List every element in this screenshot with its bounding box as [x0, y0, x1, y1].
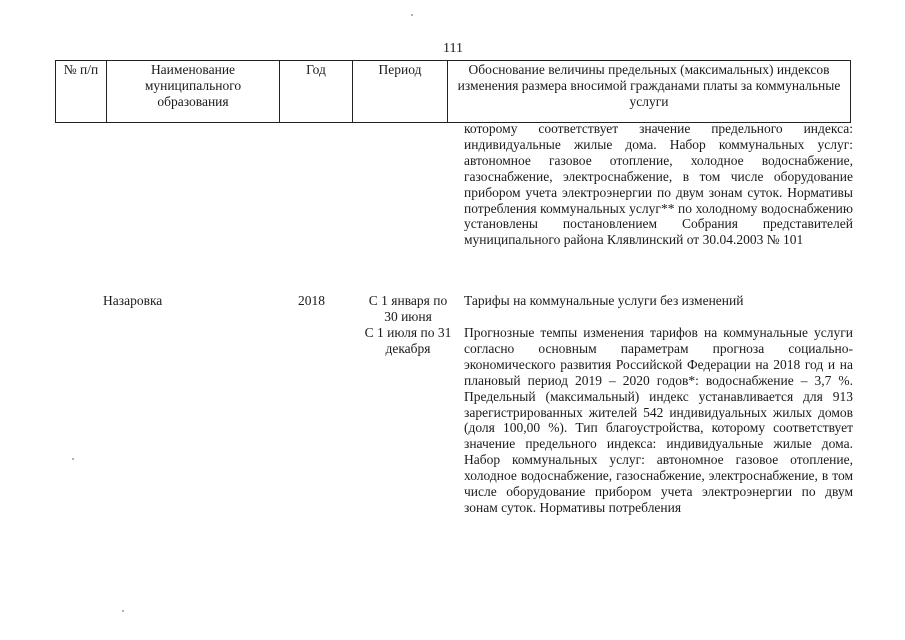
scan-speck	[411, 14, 413, 16]
page-number: 111	[443, 41, 463, 56]
header-period: Период	[353, 61, 448, 123]
basis-first-half: Тарифы на коммунальные услуги без изменений	[464, 293, 744, 308]
period-first-half: С 1 января по 30 июня	[368, 293, 448, 324]
scan-speck	[72, 458, 74, 460]
municipality-name: Назаровка	[103, 293, 163, 308]
header-municipality: Наименование муниципального образования	[107, 61, 280, 123]
header-year: Год	[280, 61, 353, 123]
row-year: 2018	[298, 293, 325, 308]
scan-speck	[122, 610, 124, 612]
period-second-half: С 1 июля по 31 декабря	[364, 325, 452, 356]
continued-basis-text: которому соответствует значение предельного индекса: индивидуальные жилые дома. Набор коммунальных услуг: автономное газовое отопление, холодное водоснабжение, газоснабжение, электроснабжение, в том числе оборудование прибором учета электроэнергии по двум зонам суток. Нормативы потребления коммунальных услуг** по холодному водоснабжению установлены постановлением Собрания представителей муниципального района Клявлинский от 30.04.2003 № 101	[464, 121, 853, 248]
header-basis: Обоснование величины предельных (максимальных) индексов изменения размера вносимой гражданами платы за коммунальные услуги	[448, 61, 851, 123]
table-header	[55, 60, 851, 123]
header-number: № п/п	[56, 61, 107, 123]
basis-second-half: Прогнозные темпы изменения тарифов на коммунальные услуги согласно основным параметрам прогноза социально-экономического развития Российской Федерации на 2018 год и на плановый период 2019 – 2020 годов*: водоснабжение – 3,7 %. Предельный (максимальный) индекс устанавливается для 913 зарегистрированных жителей 542 индивидуальных жилых домов (доля 100,00 %). Тип благоустройства, которому соответствует значение предельного индекса: индивидуальные жилые дома. Набор коммунальных услуг: автономное газовое отопление, холодное водоснабжение, газоснабжение, электроснабжение, в том числе оборудование прибором учета электроэнергии по двум зонам суток. Нормативы потребления	[464, 325, 853, 515]
